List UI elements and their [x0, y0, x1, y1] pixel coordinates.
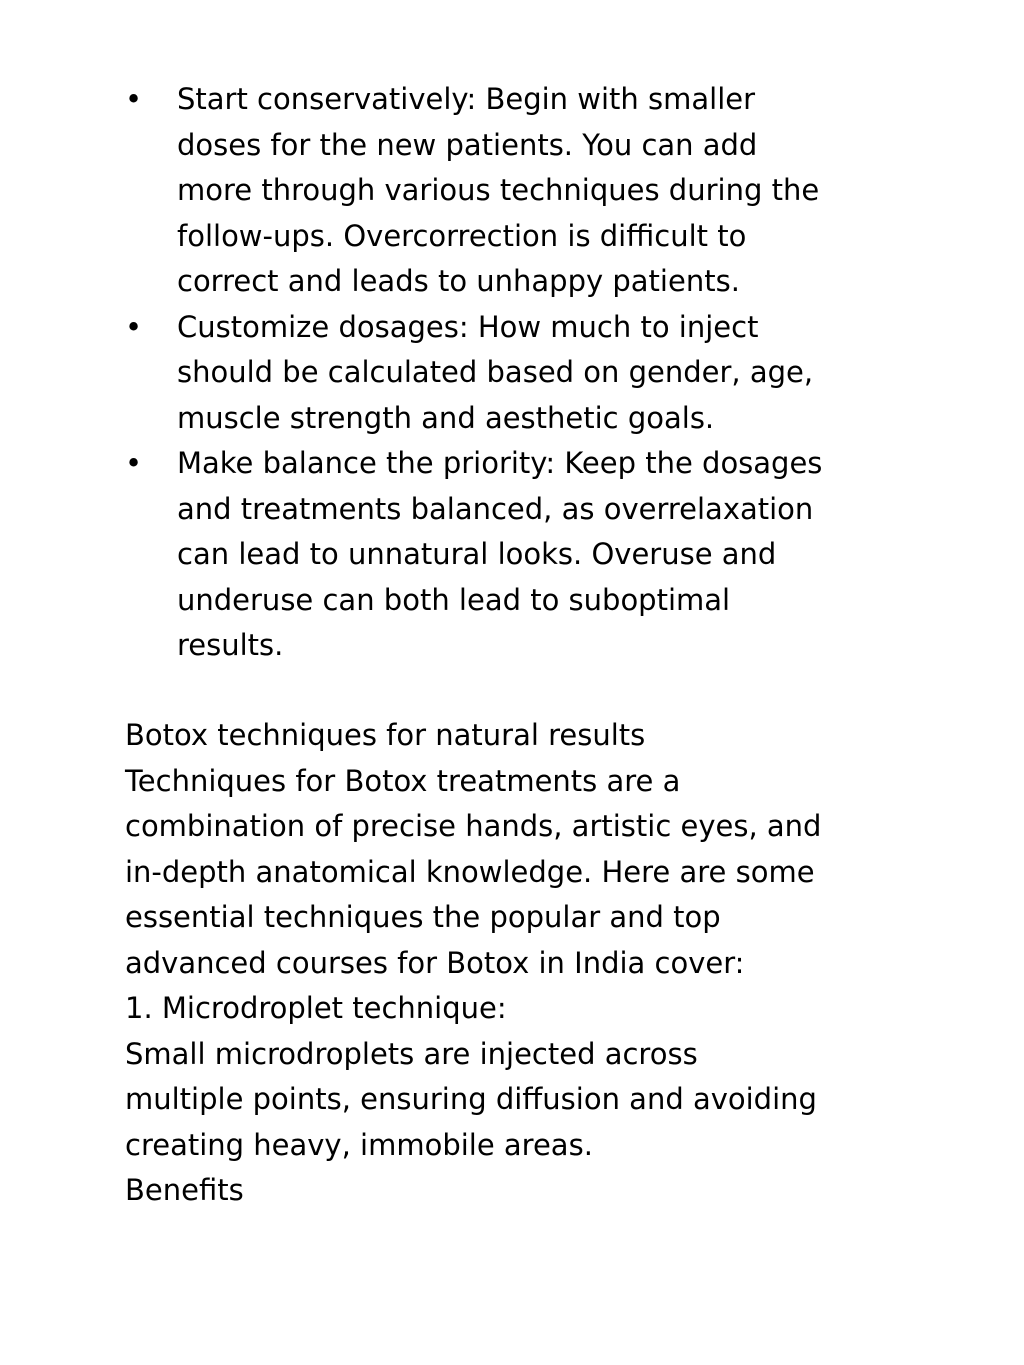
- text-line: and treatments balanced, as overrelaxation: [177, 491, 814, 526]
- bullet-list: [125, 77, 885, 669]
- intro-line: in-depth anatomical knowledge. Here are some: [125, 854, 815, 889]
- bullet-icon: •: [125, 446, 143, 480]
- bullet-item-customize-dosages: [125, 305, 885, 442]
- text-line: doses for the new patients. You can add: [177, 127, 758, 162]
- text-line: results.: [177, 628, 284, 662]
- text-line: underuse can both lead to suboptimal: [177, 582, 731, 617]
- text-line: can lead to unnatural looks. Overuse and: [177, 537, 777, 571]
- technique-line: multiple points, ensuring diffusion and avoiding: [125, 1082, 817, 1116]
- bullet-icon: •: [125, 82, 143, 116]
- benefits-label: Benefits: [125, 1173, 244, 1207]
- text-line: Customize dosages: How much to inject: [177, 309, 759, 344]
- section-body: [125, 713, 885, 1214]
- bullet-icon: •: [125, 309, 143, 344]
- text-line: correct and leads to unhappy patients.: [177, 264, 740, 298]
- technique-line: creating heavy, immobile areas.: [125, 1127, 593, 1162]
- intro-line: advanced courses for Botox in India cover:: [125, 945, 745, 980]
- text-line: Start conservatively: Begin with smaller: [177, 82, 756, 116]
- text-line: more through various techniques during the: [177, 173, 820, 207]
- technique-line: Small microdroplets are injected across: [125, 1036, 698, 1071]
- bullet-item-start-conservatively: [125, 77, 885, 305]
- intro-line: Techniques for Botox treatments are a: [125, 763, 681, 798]
- intro-line: combination of precise hands, artistic eyes, and: [125, 809, 822, 843]
- technique-title: 1. Microdroplet technique:: [125, 991, 507, 1025]
- bullet-item-make-balance-priority: [125, 441, 885, 669]
- intro-line: essential techniques the popular and top: [125, 900, 721, 934]
- section-heading: Botox techniques for natural results: [125, 718, 646, 752]
- text-line: follow-ups. Overcorrection is difficult to: [177, 218, 747, 253]
- text-line: muscle strength and aesthetic goals.: [177, 400, 715, 435]
- text-line: Make balance the priority: Keep the dosages: [177, 446, 823, 480]
- text-line: should be calculated based on gender, age,: [177, 355, 814, 389]
